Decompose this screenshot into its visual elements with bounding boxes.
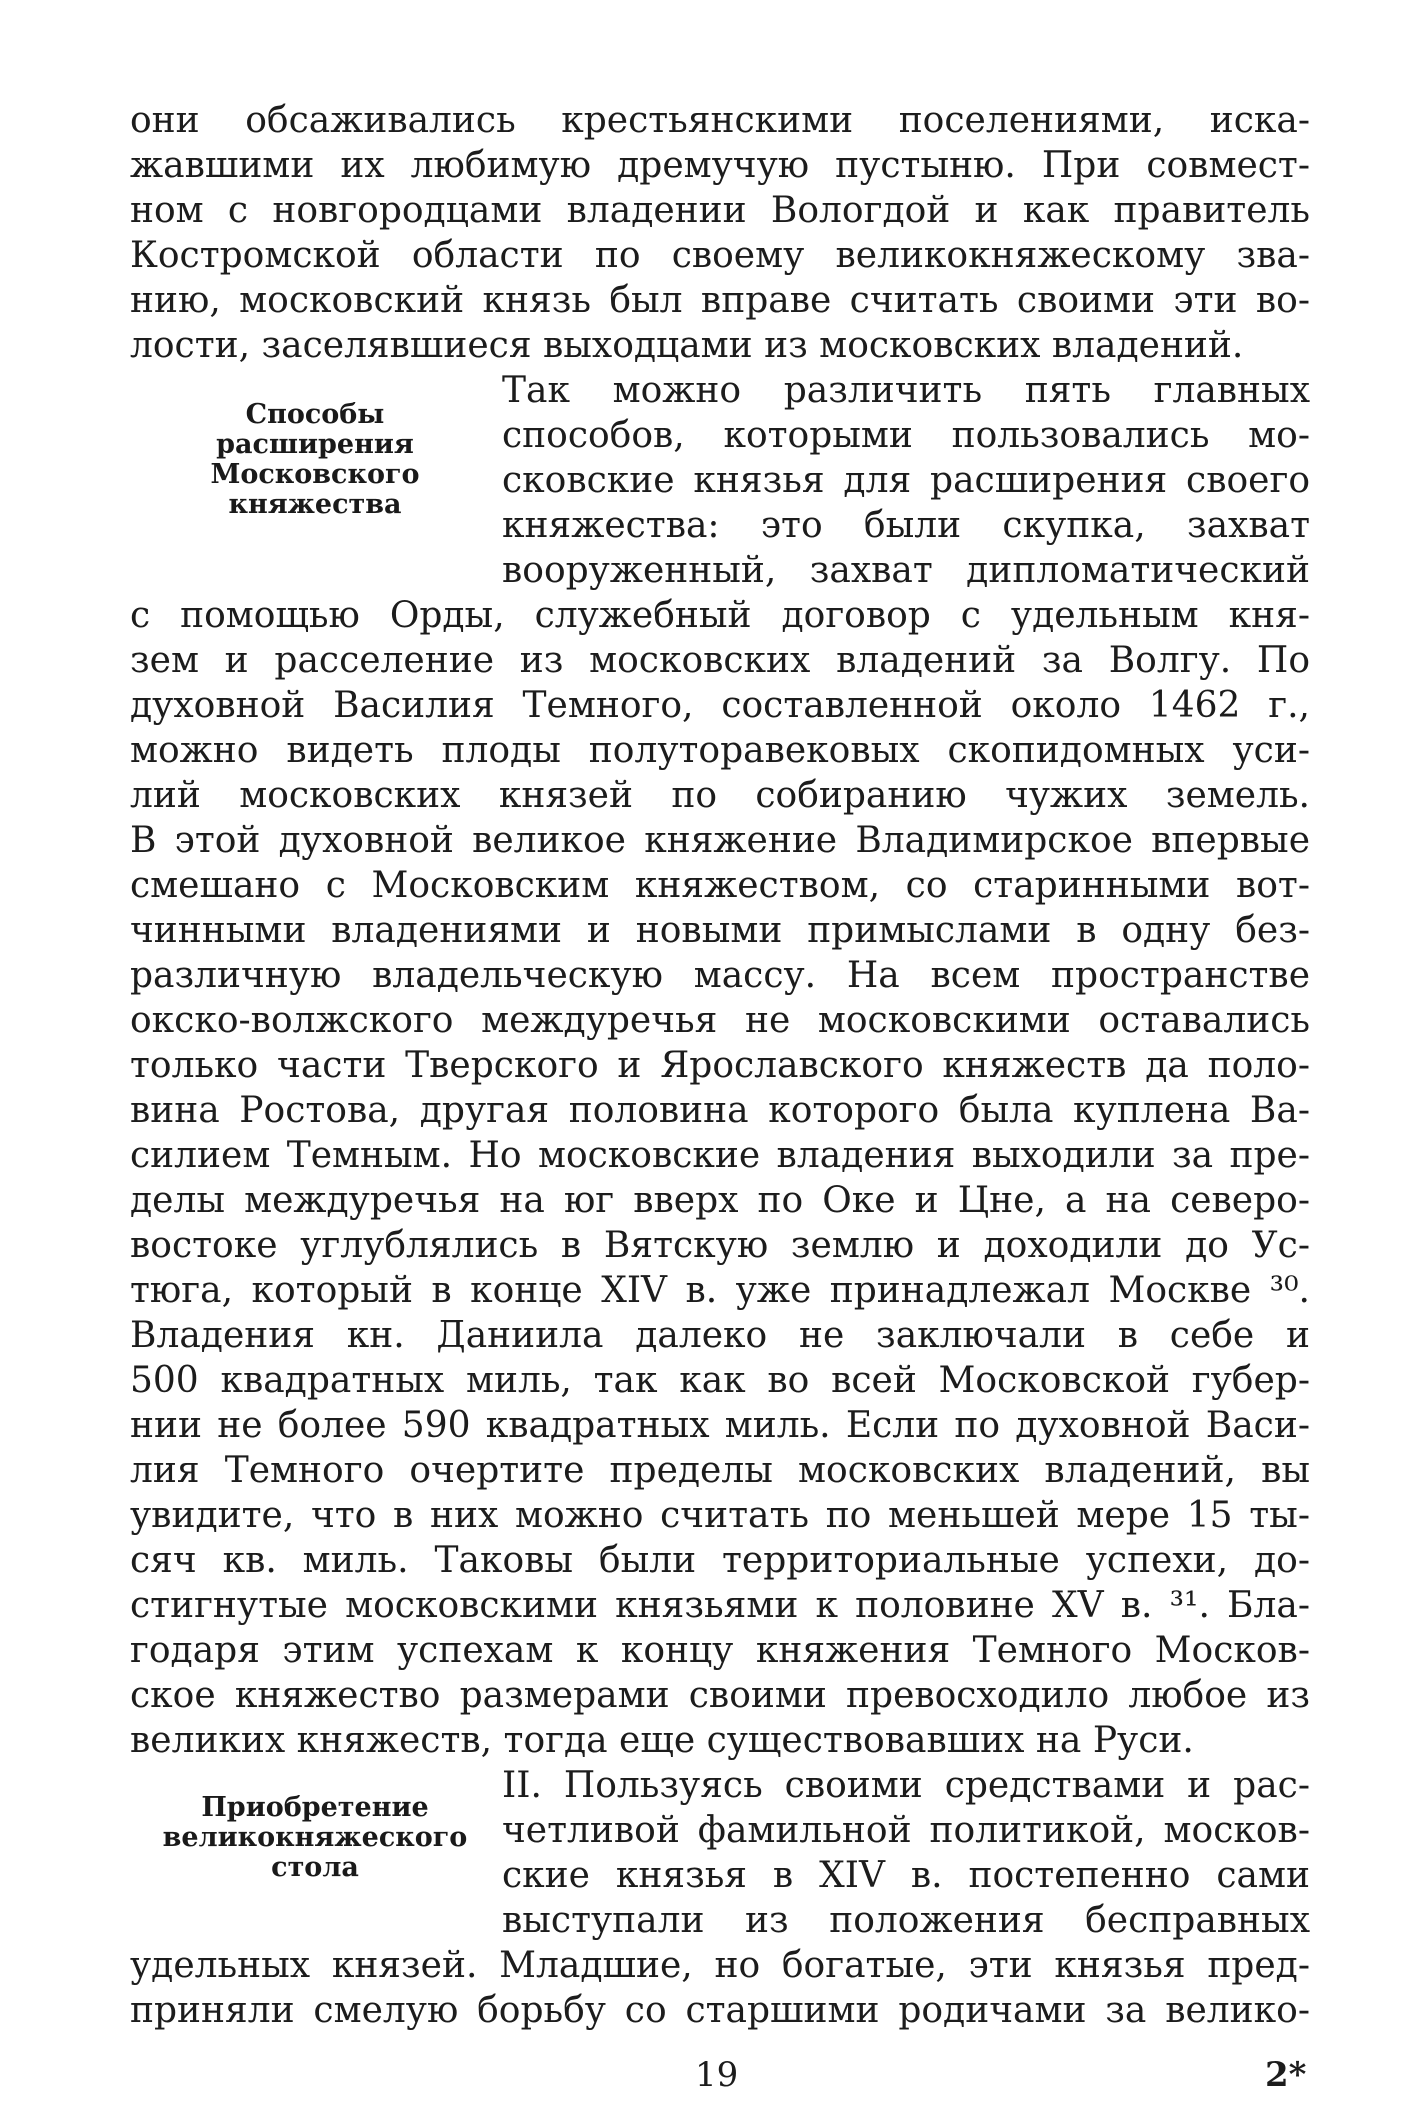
margin-heading: [150, 400, 480, 520]
text-line: делы междуречья на юг вверх по Оке и Цне, а на северо-: [130, 1180, 1310, 1221]
text-line: Так можно различить пять главных: [502, 370, 1310, 411]
text-line: различную владельческую массу. На всем пространстве: [130, 955, 1310, 996]
text-line: княжества: это были скупка, захват: [502, 505, 1310, 546]
margin-heading-line: стола: [271, 1852, 359, 1883]
text-line: ское княжество размерами своими превосходило любое из: [130, 1675, 1310, 1716]
text-line: нию, московский князь был вправе считать своими эти во-: [130, 280, 1310, 321]
text-line: они обсаживались крестьянскими поселениями, иска-: [130, 100, 1310, 141]
text-line: нии не более 590 квадратных миль. Если по духовной Васи-: [130, 1405, 1310, 1446]
margin-heading-line: расширения: [216, 429, 414, 460]
text-line: II. Пользуясь своими средствами и рас-: [502, 1765, 1310, 1806]
text-line: Владения кн. Даниила далеко не заключали в себе и: [130, 1315, 1310, 1356]
text-line: можно видеть плоды полуторавековых скопидомных уси-: [130, 730, 1310, 771]
text-line: силием Темным. Но московские владения выходили за пре-: [130, 1135, 1310, 1176]
margin-heading-line: княжества: [228, 489, 402, 520]
text-line: четливой фамильной политикой, москов-: [502, 1810, 1310, 1851]
text-line: выступали из положения бесправных: [502, 1900, 1310, 1941]
text-line: окско-волжского междуречья не московскими оставались: [130, 1000, 1310, 1041]
text-line: жавшими их любимую дремучую пустыню. При совмест-: [130, 145, 1310, 186]
text-line: увидите, что в них можно считать по меньшей мере 15 ты-: [130, 1495, 1310, 1536]
text-line: великих княжеств, тогда еще существовавших на Руси.: [130, 1720, 1194, 1761]
text-line: В этой духовной великое княжение Владимирское впервые: [130, 820, 1310, 861]
text-line: вина Ростова, другая половина которого была куплена Ва-: [130, 1090, 1310, 1131]
page-number: 19: [695, 2055, 739, 2095]
margin-heading-line: великокняжеского: [162, 1822, 468, 1853]
text-line: сковские князья для расширения своего: [502, 460, 1310, 501]
text-line: тюга, который в конце XIV в. уже принадлежал Москве ³⁰.: [130, 1270, 1310, 1311]
text-line: только части Тверского и Ярославского княжеств да поло-: [130, 1045, 1310, 1086]
text-line: с помощью Орды, служебный договор с удельным кня-: [130, 595, 1310, 636]
text-line: вооруженный, захват дипломатический: [502, 550, 1310, 591]
text-line: лия Темного очертите пределы московских владений, вы: [130, 1450, 1310, 1491]
text-line: духовной Василия Темного, составленной около 1462 г.,: [130, 685, 1310, 726]
text-line: лости, заселявшиеся выходцами из московских владений.: [130, 325, 1244, 366]
margin-heading-line: Приобретение: [201, 1792, 429, 1823]
text-line: сяч кв. миль. Таковы были территориальные успехи, до-: [130, 1540, 1310, 1581]
text-line: лий московских князей по собиранию чужих земель.: [130, 775, 1310, 816]
text-line: ном с новгородцами владении Вологдой и как правитель: [130, 190, 1310, 231]
text-line: Костромской области по своему великокняжескому зва-: [130, 235, 1310, 276]
text-line: стигнутые московскими князьями к половине XV в. ³¹. Бла-: [130, 1585, 1310, 1626]
text-line: зем и расселение из московских владений за Волгу. По: [130, 640, 1310, 681]
signature-mark: 2*: [1265, 2055, 1307, 2095]
margin-heading-line: Способы: [245, 399, 385, 430]
margin-heading-line: Московского: [210, 459, 420, 490]
text-line: приняли смелую борьбу со старшими родичами за велико-: [130, 1990, 1310, 2031]
text-line: ские князья в XIV в. постепенно сами: [502, 1855, 1310, 1896]
text-line: востоке углублялись в Вятскую землю и доходили до Ус-: [130, 1225, 1310, 1266]
text-line: чинными владениями и новыми примыслами в одну без-: [130, 910, 1310, 951]
text-line: способов, которыми пользовались мо-: [502, 415, 1310, 456]
text-line: удельных князей. Младшие, но богатые, эти князья пред-: [130, 1945, 1310, 1986]
margin-heading: [150, 1793, 480, 1883]
text-line: смешано с Московским княжеством, со старинными вот-: [130, 865, 1310, 906]
text-line: годаря этим успехам к концу княжения Темного Москов-: [130, 1630, 1310, 1671]
text-line: 500 квадратных миль, так как во всей Московской губер-: [130, 1360, 1310, 1401]
